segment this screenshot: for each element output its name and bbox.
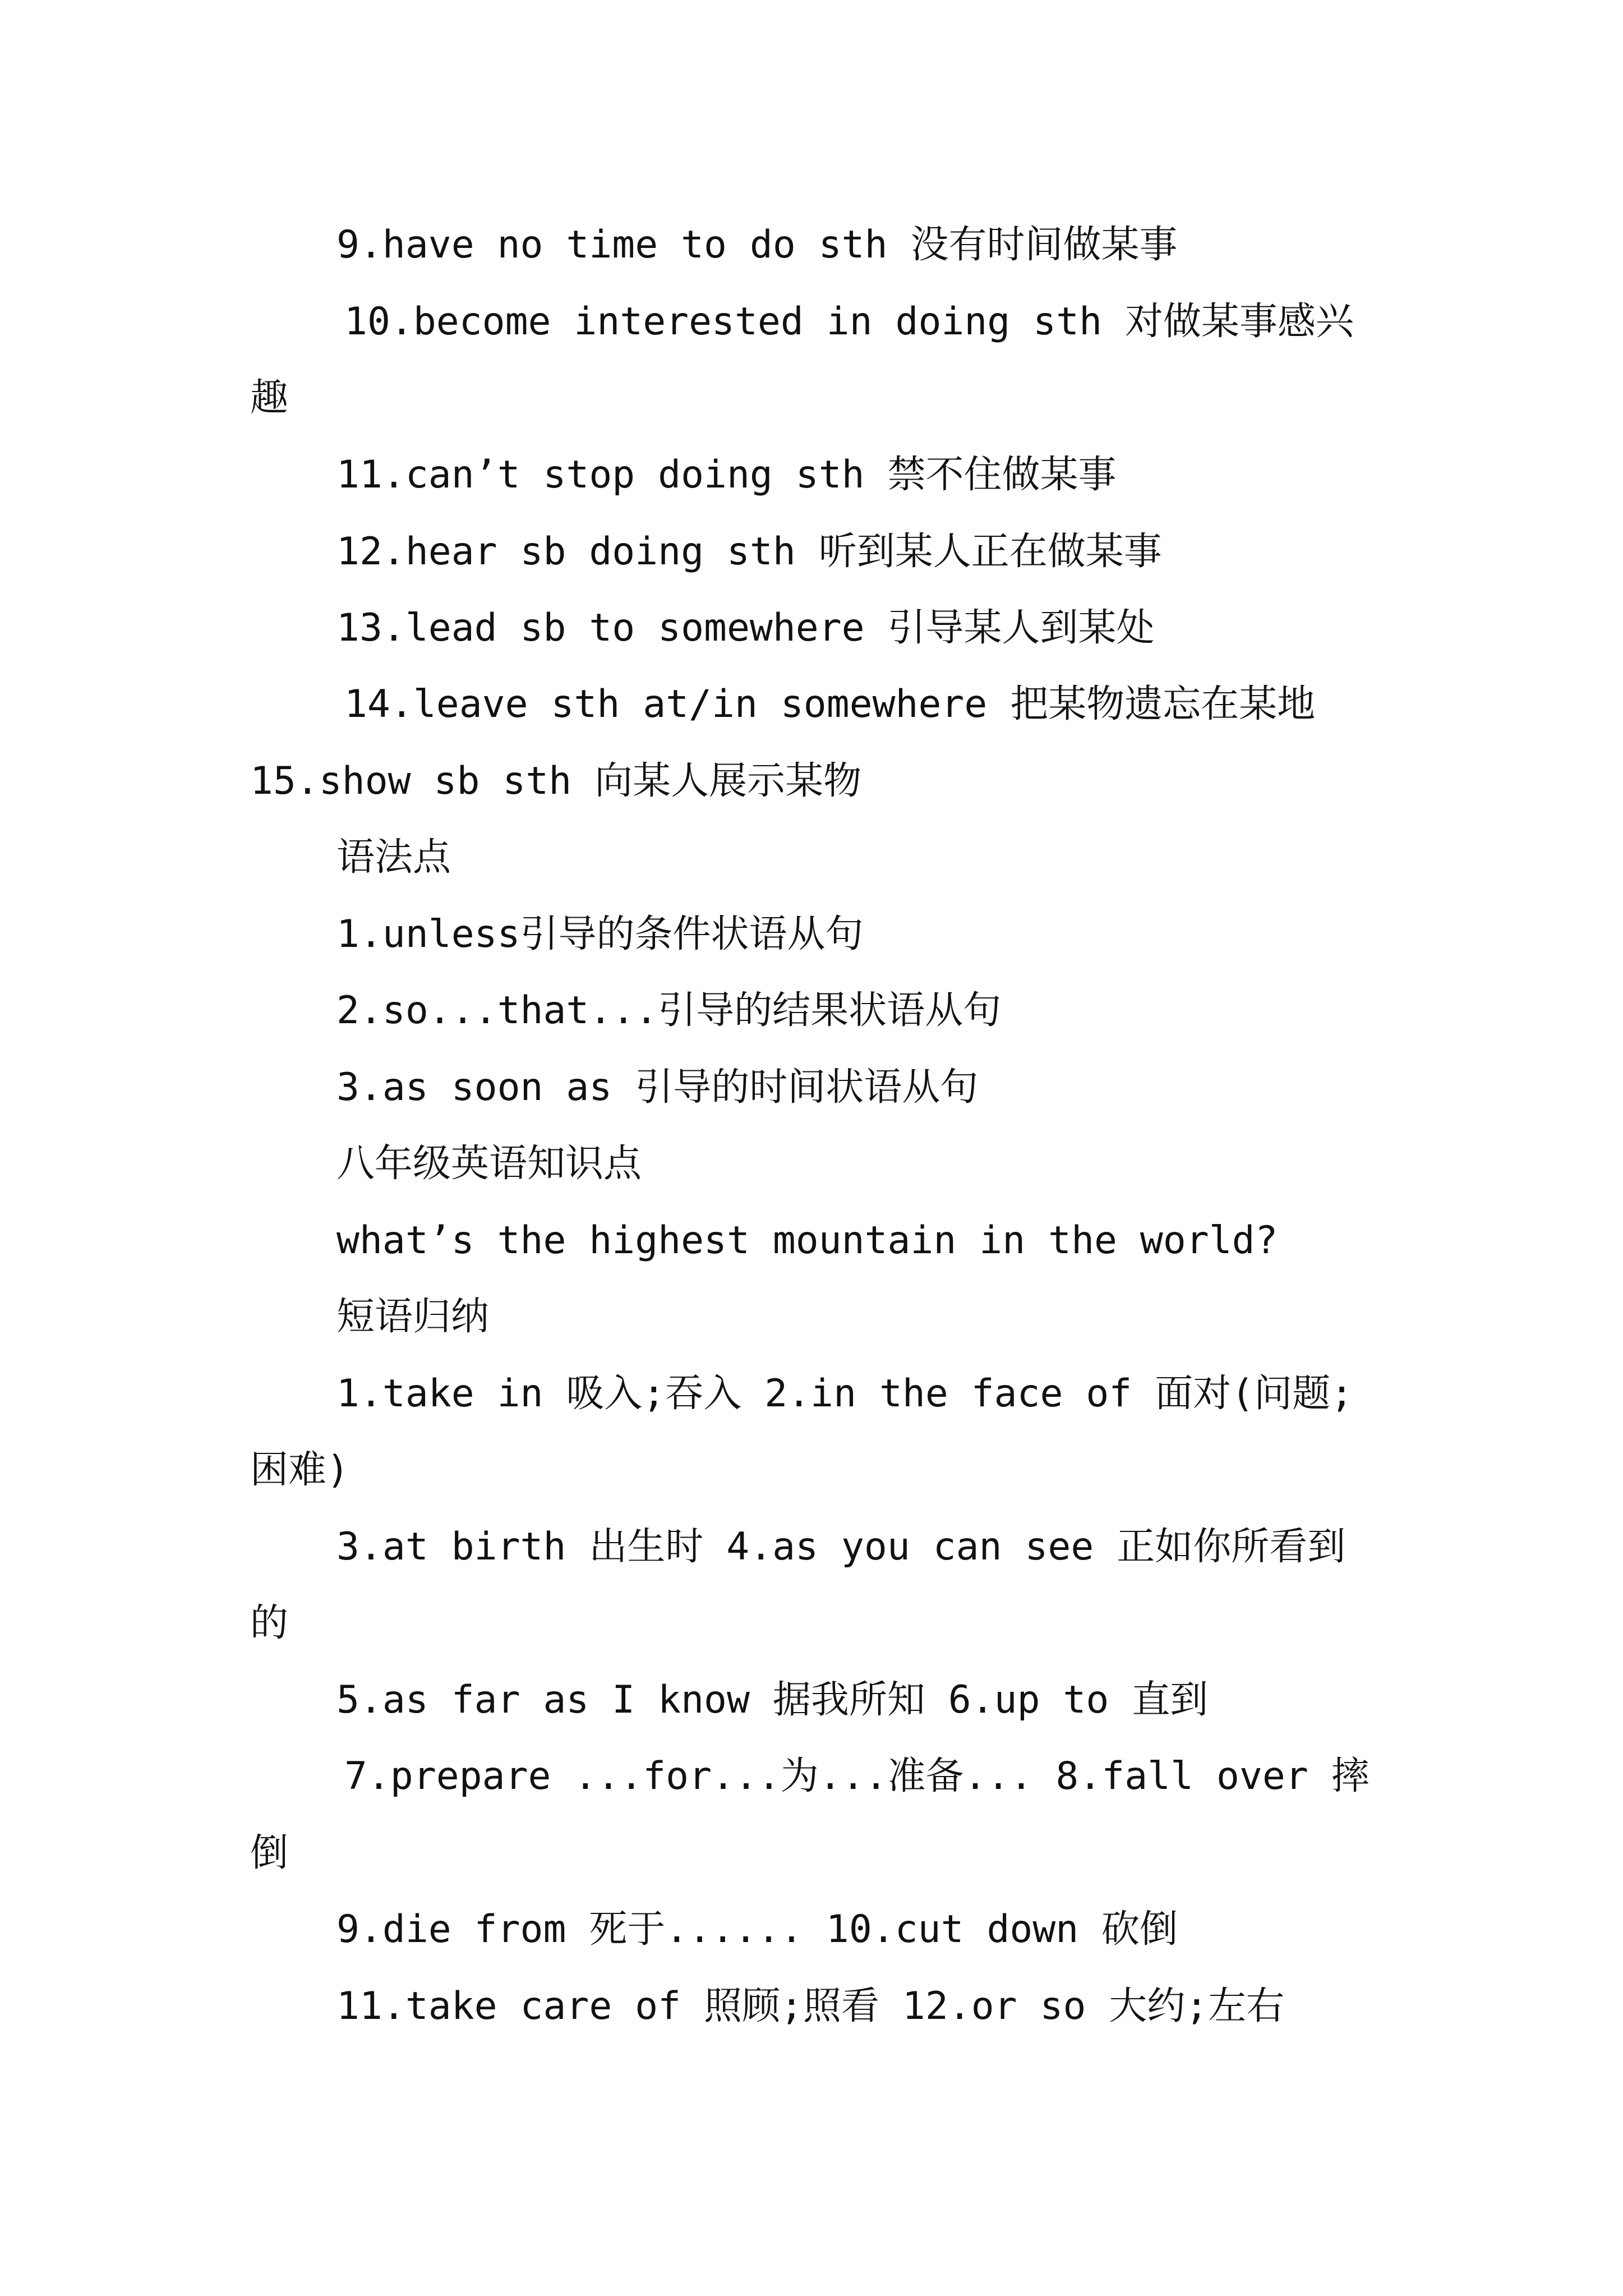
phrase-line-13: 13.lead sb to somewhere 引导某人到某处 [336, 606, 1155, 650]
phrase-pair-7-8: 7.prepare ...for...为...准备... 8.fall over 摔 [344, 1754, 1370, 1798]
phrase-pair-3-4: 3.at birth 出生时 4.as you can see 正如你所看到 [336, 1525, 1346, 1569]
grammar-heading: 语法点 [336, 835, 451, 880]
phrase-line-12: 12.hear sb doing sth 听到某人正在做某事 [336, 530, 1162, 574]
phrase-line-14: 14.leave sth at/in somewhere 把某物遗忘在某地 [344, 682, 1316, 726]
phrase-line-11: 11.can’t stop doing sth 禁不住做某事 [336, 453, 1117, 497]
phrase-pair-9-10: 9.die from 死于...... 10.cut down 砍倒 [336, 1907, 1178, 1952]
grammar-line-3: 3.as soon as 引导的时间状语从句 [336, 1065, 979, 1110]
phrases-heading: 短语归纳 [336, 1295, 490, 1339]
phrase-pair-1-2-cont: 困难) [250, 1448, 349, 1492]
phrase-pair-3-4-cont: 的 [250, 1601, 289, 1645]
phrase-line-9: 9.have no time to do sth 没有时间做某事 [336, 223, 1178, 267]
grammar-line-1: 1.unless引导的条件状语从句 [336, 912, 864, 956]
phrase-pair-1-2: 1.take in 吸入;吞入 2.in the face of 面对(问题; [336, 1372, 1354, 1416]
phrase-line-10-cont: 趣 [250, 376, 289, 420]
phrase-line-15: 15.show sb sth 向某人展示某物 [250, 759, 862, 803]
unit-title: what’s the highest mountain in the world? [336, 1218, 1278, 1263]
phrase-line-10: 10.become interested in doing sth 对做某事感兴 [344, 300, 1354, 344]
grammar-line-2: 2.so...that...引导的结果状语从句 [336, 988, 1002, 1033]
phrase-pair-7-8-cont: 倒 [250, 1831, 289, 1875]
phrase-pair-5-6: 5.as far as I know 据我所知 6.up to 直到 [336, 1678, 1209, 1722]
section-heading: 八年级英语知识点 [336, 1142, 642, 1186]
phrase-pair-11-12: 11.take care of 照顾;照看 12.or so 大约;左右 [336, 1984, 1285, 2028]
